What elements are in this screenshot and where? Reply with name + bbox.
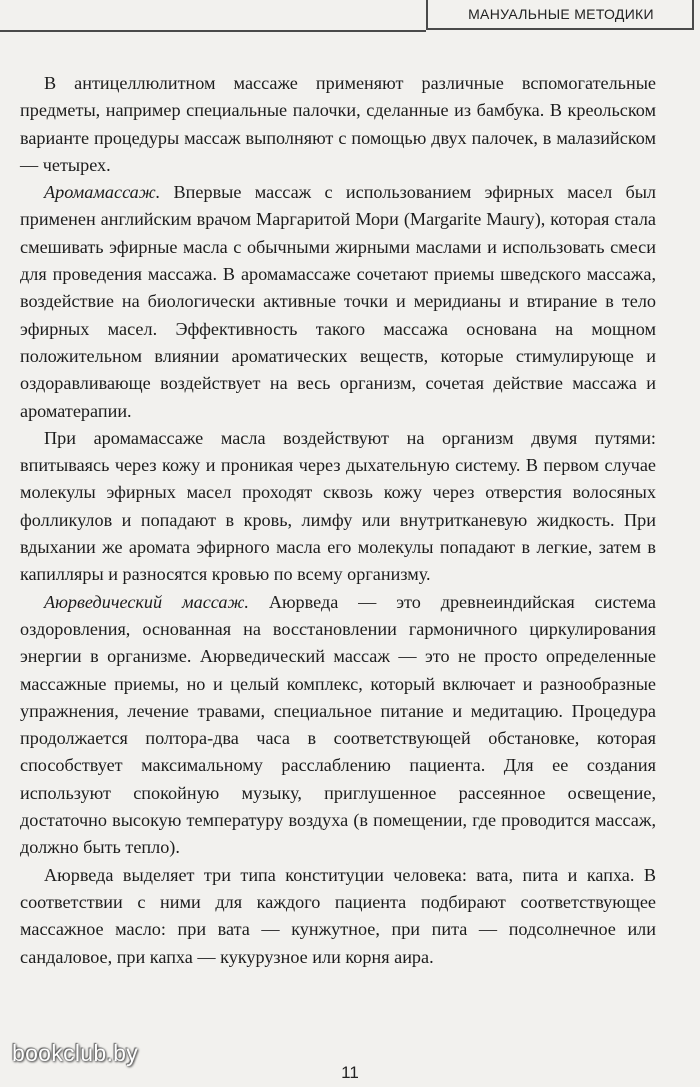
paragraph-aromamassage xyxy=(20,179,656,425)
paragraph-ayurveda-constitution xyxy=(20,862,656,971)
page-body xyxy=(20,70,656,971)
paragraph-text: Аюрведа — это древнеиндийская система оздоровления, основанная на восстановлении гармоничного циркулирования энергии в организме. Аюрведический массаж — это не просто определенные массажные приемы, но и целый комплекс, который включает и разнообразные упражнения, лечение травами, специальное питание и медитацию. Процедура продолжается полтора-два часа в соответствующей обстановке, которая способствует максимальному расслаблению пациента. Для ее создания используют спокойную музыку, приглушенное рассеянное освещение, достаточно высокую температуру воздуха (в помещении, где проводится массаж, должно быть тепло). xyxy=(20,591,657,858)
page-number: 11 xyxy=(341,1063,359,1082)
paragraph-aroma-pathways xyxy=(20,425,656,589)
running-header xyxy=(426,0,694,30)
paragraph-lead: Аюрведический массаж. xyxy=(44,591,249,612)
paragraph-lead: Аромамассаж. xyxy=(44,182,161,203)
paragraph-text: Впервые массаж с использованием эфирных масел был применен английским врачом Маргаритой Мори (Margarite Maury), которая стала смешивать эфирные масла с обычными жирными маслами и использовать смеси для проведения массажа. В аромамассаже сочетают приемы шведского массажа, воздействие на биологически активные точки и меридианы и втирание в тело эфирных масел. Эффективность такого массажа основана на мощном положительном влиянии ароматических веществ, которые стимулирующе и оздоравливающе воздействует на весь организм, сочетая действие массажа и ароматерапии. xyxy=(20,182,656,421)
header-rule xyxy=(0,30,426,32)
paragraph-ayurvedic-massage xyxy=(20,589,656,862)
paragraph-text: При аромамассаже масла воздействуют на организм двумя путями: впитываясь через кожу и проникая через дыхательную систему. В первом случае молекулы эфирных масел проходят сквозь кожу через отверстия волосяных фолликулов и попадают в кровь, лимфу или внутритканевую жидкость. При вдыхании же аромата эфирного масла его молекулы попадают в легкие, затем в капилляры и разносятся кровью по всему организму. xyxy=(20,427,656,585)
watermark: bookclub.by xyxy=(12,1040,139,1066)
header-right-rule xyxy=(692,0,694,30)
section-title: МАНУАЛЬНЫЕ МЕТОДИКИ xyxy=(468,6,654,22)
paragraph-text: В антицеллюлитном массаже применяют различные вспомогательные предметы, например специальные палочки, сделанные из бамбука. В креольском варианте процедуры массаж выполняют с помощью двух палочек, в малазийском — четырех. xyxy=(20,73,656,175)
paragraph-text: Аюрведа выделяет три типа конституции человека: вата, пита и капха. В соответствии с ними для каждого пациента подбирают соответствующее массажное масло: при вата — кунжутное, при пита — подсолнечное или сандаловое, при капха — кукурузное или корня аира. xyxy=(20,864,656,967)
paragraph-anticellulite xyxy=(20,70,656,179)
